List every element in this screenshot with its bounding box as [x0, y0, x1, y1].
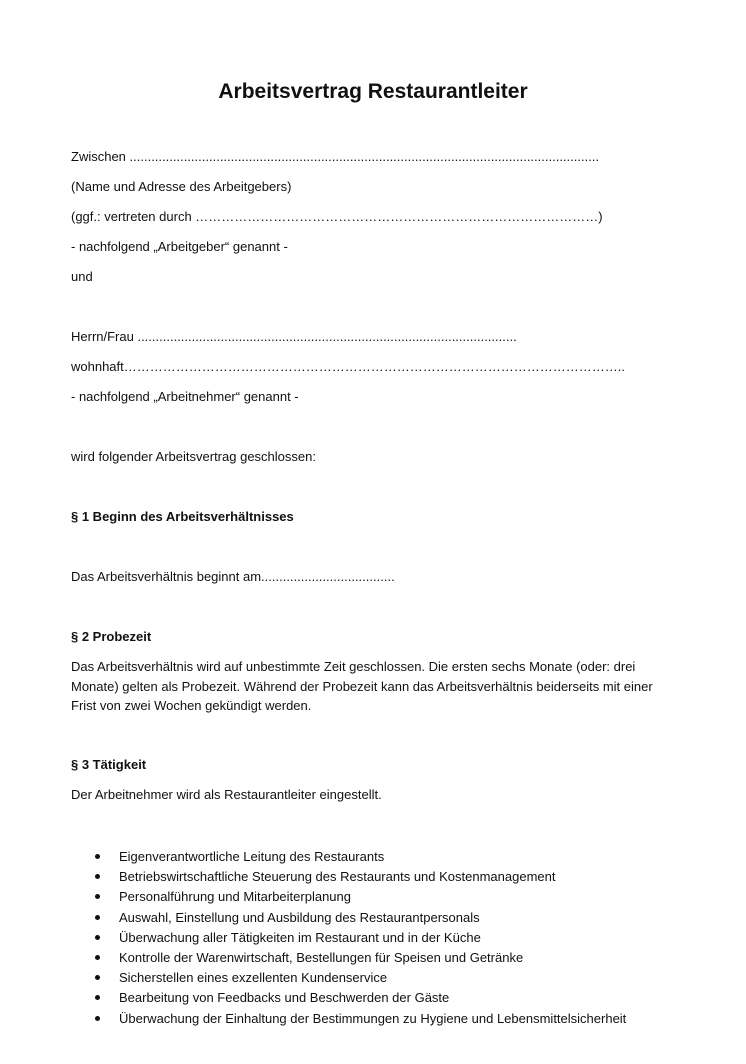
- employer-line: Zwischen ..................................................................................................................................: [71, 149, 600, 164]
- duty-text: Personalführung und Mitarbeiterplanung: [119, 889, 351, 905]
- and-word: und: [71, 269, 93, 284]
- duty-text: Eigenverantwortliche Leitung des Restaurants: [119, 849, 385, 864]
- list-item: [71, 887, 626, 907]
- bullet-icon: [95, 854, 100, 859]
- bullet-icon: [95, 915, 100, 920]
- employee-address-line: wohnhaft……………………………………………………………………………………………………..: [71, 359, 625, 374]
- section-2-heading: § 2 Probezeit: [71, 629, 152, 644]
- section-3-heading: § 3 Tätigkeit: [71, 757, 147, 772]
- duties-list: [71, 847, 626, 1029]
- list-item: [71, 908, 626, 928]
- duty-text: Überwachung aller Tätigkeiten im Restaurant und in der Küche: [119, 929, 481, 945]
- employee-name-line: Herrn/Frau .........................................................................................................: [71, 329, 517, 344]
- duty-text: Auswahl, Einstellung und Ausbildung des Restaurantpersonals: [119, 909, 480, 925]
- list-item: [71, 928, 626, 948]
- section-2-text: Das Arbeitsverhältnis wird auf unbestimmte Zeit geschlossen. Die ersten sechs Monate (oder: drei Monate) gelten als Probezeit. Während der Probezeit kann das Arbeitsverhältnis beiderseits mit einer Frist von zwei Wochen gekündigt werden.: [71, 659, 653, 713]
- section-3-text: Der Arbeitnehmer wird als Restaurantleiter eingestellt.: [71, 787, 382, 802]
- section-1-heading: § 1 Beginn des Arbeitsverhältnisses: [71, 509, 294, 524]
- list-item: [71, 1009, 626, 1029]
- list-item: [71, 988, 626, 1008]
- duty-text: Überwachung der Einhaltung der Bestimmungen zu Hygiene und Lebensmittelsicherheit: [119, 1010, 627, 1026]
- employer-designation: - nachfolgend „Arbeitgeber“ genannt -: [71, 239, 288, 254]
- bullet-icon: [95, 894, 100, 899]
- duty-text: Betriebswirtschaftliche Steuerung des Restaurants und Kostenmanagement: [119, 869, 556, 885]
- duty-text: Kontrolle der Warenwirtschaft, Bestellungen für Speisen und Getränke: [119, 950, 524, 966]
- employer-name-hint: (Name und Adresse des Arbeitgebers): [71, 179, 292, 194]
- bullet-icon: [95, 975, 100, 980]
- duty-text: Sicherstellen eines exzellenten Kundenservice: [119, 970, 388, 986]
- bullet-icon: [95, 995, 100, 1000]
- bullet-icon: [95, 955, 100, 960]
- list-item: [71, 968, 626, 988]
- represented-by-line: (ggf.: vertreten durch …………………………………………………………………………………): [71, 209, 603, 224]
- section-1-text: Das Arbeitsverhältnis beginnt am.....................................: [71, 569, 395, 584]
- list-item: [71, 867, 626, 887]
- contract-intro: wird folgender Arbeitsvertrag geschlossen:: [71, 449, 316, 464]
- document-title: Arbeitsvertrag Restaurantleiter: [218, 80, 528, 103]
- bullet-icon: [95, 935, 100, 940]
- list-item: [71, 948, 626, 968]
- bullet-icon: [95, 1016, 100, 1021]
- employee-designation: - nachfolgend „Arbeitnehmer“ genannt -: [71, 389, 299, 404]
- list-item: [71, 847, 626, 867]
- bullet-icon: [95, 874, 100, 879]
- duty-text: Bearbeitung von Feedbacks und Beschwerden der Gäste: [119, 990, 450, 1006]
